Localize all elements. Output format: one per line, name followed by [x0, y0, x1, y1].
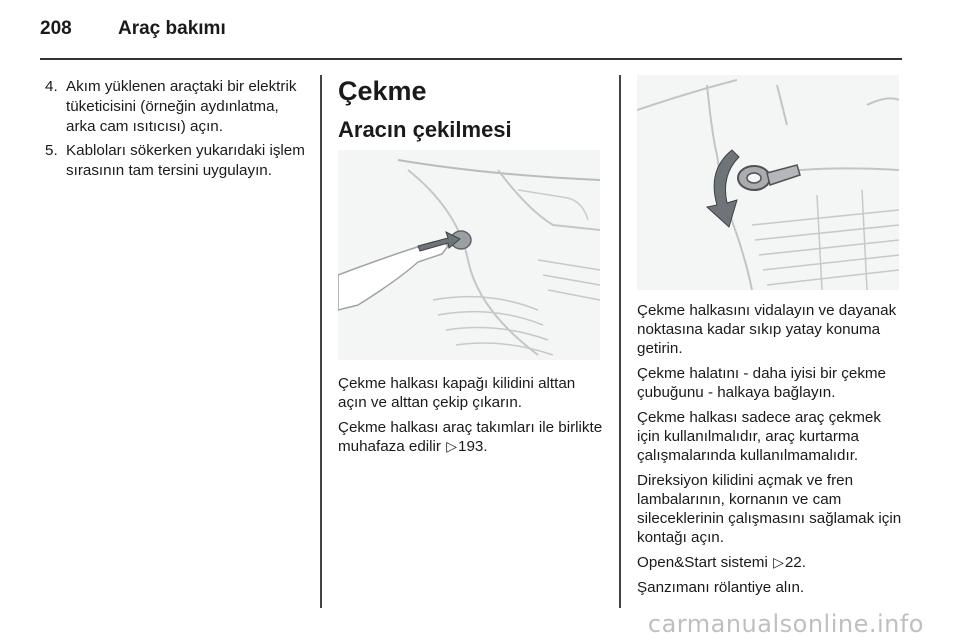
column-divider: [320, 75, 322, 608]
paragraph: Çekme halkası sadece araç çekmek için kullanılmalıdır, araç kurtarma çalışmalarında kullanılmamalıdır.: [637, 409, 881, 464]
paragraph: Direksiyon kilidini açmak ve fren lambalarının, kornanın ve cam sileceklerinin çalışmasını sağlamak için kontağı açın.: [637, 472, 902, 546]
column-3-text: [637, 301, 907, 603]
column-2-text: [338, 374, 603, 462]
page-reference-icon: ▷: [446, 438, 458, 454]
paragraph-text: Çekme halkası araç takımları ile birlikte muhafaza edilir: [338, 419, 603, 455]
watermark: carmanualsonline.info: [647, 610, 924, 638]
paragraph: [637, 553, 907, 572]
paragraph: Çekme halkası kapağı kilidini alttan açın ve alttan çekip çıkarın.: [338, 375, 576, 411]
column-divider: [619, 75, 621, 608]
list-item-text: Kabloları sökerken yukarıdaki işlem sırasının tam tersini uygulayın.: [66, 142, 305, 179]
header-divider: [40, 58, 902, 60]
paragraph: Şanzımanı rölantiye alın.: [637, 579, 805, 596]
page-title: Araç bakımı: [118, 18, 226, 39]
section-title: Çekme: [338, 76, 427, 106]
page-reference: 22.: [784, 554, 806, 571]
paragraph: Çekme halatını - daha iyisi bir çekme çubuğunu - halkaya bağlayın.: [637, 365, 887, 401]
subsection-title: Aracın çekilmesi: [338, 117, 512, 142]
column-2: [338, 74, 603, 144]
column-1: [40, 77, 310, 185]
page-number: 208: [40, 18, 72, 39]
page-header: [40, 14, 920, 42]
list-item-number: 4.: [45, 78, 58, 95]
paragraph-text: Open&Start sistemi: [637, 554, 768, 571]
list-item: [40, 141, 310, 181]
towing-eye-cover-illustration: [338, 150, 600, 360]
paragraph: [338, 418, 603, 456]
list-item-text: Akım yüklenen araçtaki bir elektrik tüketicisini (örneğin aydınlatma, arka cam ısıtıcısı) açın.: [66, 78, 297, 135]
list-item: [40, 77, 310, 137]
page-reference-icon: ▷: [773, 554, 784, 570]
page-reference: 193.: [458, 438, 488, 455]
towing-eye-screw-illustration: [637, 75, 899, 290]
paragraph: Çekme halkasını vidalayın ve dayanak noktasına kadar sıkıp yatay konuma getirin.: [637, 302, 897, 357]
list-item-number: 5.: [45, 142, 58, 159]
